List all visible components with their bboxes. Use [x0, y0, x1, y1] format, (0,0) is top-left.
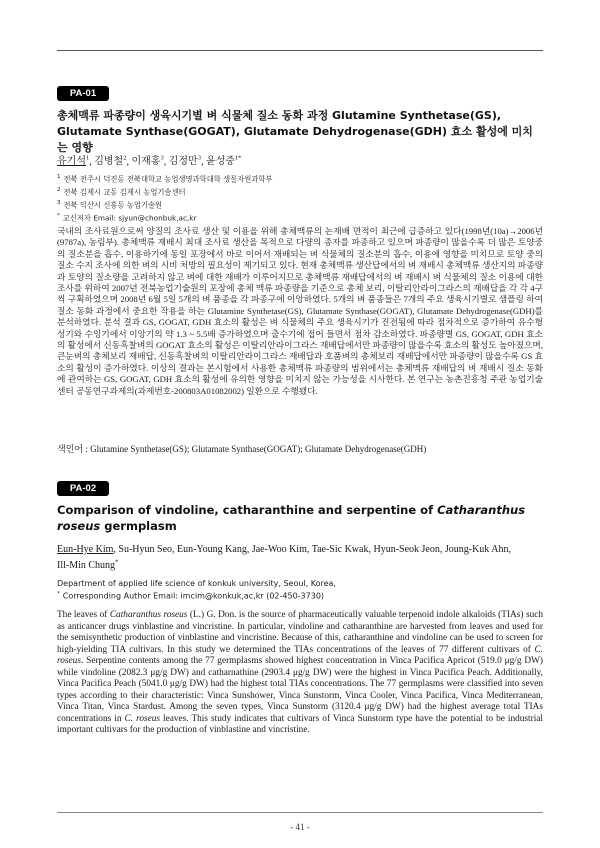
- abstract-badge: PA-02: [57, 481, 109, 496]
- author-name: Jae-Woo Kim: [251, 544, 307, 555]
- author-name: 김정만$^3$: [168, 155, 201, 168]
- author-list: Eun-Hye Kim, Su-Hyun Seo, Eun-Young Kang, Jae-Woo Kim, Tae-Sic Kwak, Hyun-Seok Jeon, Joung-Kuk Ahn, Ill-Min Chung*: [57, 544, 511, 572]
- title-text-end: germplasm: [100, 519, 177, 533]
- author-name: 유기석$^1$: [57, 155, 90, 168]
- affiliation-item: $^2$ 전북 김제시 교동 김제시 농업기술센터: [57, 186, 186, 197]
- affiliation-list: [57, 578, 543, 602]
- abstract-title: 총체맥류 파종량이 생육시기별 벼 식물체 질소 동화 과정 Glutamine Synthetase(GS), Glutamate Synthase(GOGAT), Glutamate Dehydrogenase(GDH) 효소 활성에 미치는 영향: [57, 109, 533, 154]
- author-name: Su-Hyun Seo: [118, 544, 173, 555]
- author-name: 김병철$^2$: [94, 155, 127, 168]
- author-name: Hyun-Seok Jeon: [373, 544, 440, 555]
- abstract-body: The leaves of Catharanthus roseus (L.) G. Don. is the source of pharmaceutically valuable terpenoid indole alkaloids (TIAs) such as anticancer drugs vinblastine and vincristine. In particular, vindoline and catharanthine are harvested from leaves and used for the semisynthetic production of vinblastine and vincristine. Because of this, catharanthine and vindoline can be used to screen for high-yielding TIA cultivars. In this study we determined the TIAs concentrations of the leaves of 77 different cultivars of C. roseus. Serpentine contents among the 77 germplasms showed highest concentration in Vinca Pacifica Apricot (519.0 μg/g DW) while vindoline (2082.3 μg/g DW) and catharnathine (2903.4 μg/g DW) were the highest in Vinca Pacifica Peach. Additionally, Vinca Pacifica Peach (5041.0 μg/g DW) had the highest total TIAs concentrations. The 77 germplasms were classified into seven types according to their characteristic: Vinca Sunshower, Vinca Sunstorm, Vinca Cooler, Vinca Pacifica, Vinca Mediterranean, Vinca Titan, Vinca Stardust. Among the seven types, Vinca Sunstorm (3120.4 μg/g DW) had the highest average total TIAs concentrations in C. roseus leaves. This study indicates that cultivars of Vinca Sunstorm type have the potential to be industrial important cultivars for the production of vinblastine and vincristine.: [57, 610, 544, 735]
- bottom-rule: [57, 812, 543, 813]
- title-species: Catharanthus roseus: [57, 503, 526, 533]
- author-name: Eun-Hye Kim: [57, 544, 114, 555]
- author-name: Joung-Kuk Ahn: [444, 544, 509, 555]
- affiliation-item: $^1$ 전북 전주시 덕진동 전북대학교 농업생명과학대학 생물자원과학부: [57, 174, 273, 184]
- author-name: Tae-Sic Kwak: [311, 544, 369, 555]
- affiliation-item: Department of applied life science of konkuk university, Seoul, Korea,: [57, 579, 336, 588]
- keywords: 색인어 : Glutamine Synthetase(GS); Glutamate Synthase(GOGAT); Glutamate Dehydrogenase(GDH): [57, 444, 427, 454]
- author-name: 윤성중$^{1*}$: [205, 155, 242, 168]
- abstract-badge: PA-01: [57, 86, 109, 101]
- author-name: 이재홍$^3$: [131, 155, 164, 168]
- affiliation-list: [57, 172, 543, 224]
- author-name: Ill-Min Chung*: [57, 559, 119, 572]
- page-number: - 41 -: [290, 822, 310, 832]
- affiliation-item: $^3$ 전북 익산시 신흥동 농업기술원: [57, 199, 163, 210]
- top-rule: [57, 50, 543, 51]
- abstract-body: 국내의 조사료원으로써 양질의 조사료 생산 및 이용을 위해 총체맥류의 논재배 면적이 최근에 급증하고 있다(1998년(10a)→2006년(9787a), 농림부). 총체맥류 재배시 최대 조사료 생산을 목적으로 다량의 종자를 파종하고 있으며 파종량이 많을수록 더 많은 토양중의 질소분을 흡수, 이용하기에 동일 포장에서 바로 이어서 재배되는 벼 식물체의 질소분의 흡수, 이용에 영향을 미치므로 토양 중의 질소 수지 조사에 의한 벼의 시비 처방의 필요성이 제기되고 있다. 현재 총체맥류 생산답에서의 벼 재배시 총체맥류 생산지의 파종량과 토양의 질소량을 고려하지 않고 벼에 대한 재배가 이루어지므로 총체맥류 재배답에서의 벼 재배시 벼 식물체의 질소 이용에 대한 조사를 위하여 2007년 전북농업기술원의 포장에 총체 맥류 파종량을 기준으로 총체 보리, 이탈리안라이그라스의 재배답을 각 각 4구씩 구획하였으며 2008년 6월 5일 5개의 벼 품종을 각 파종구에 이앙하였다. 5개의 벼 품종들은 7개의 주요 생육시기별로 샘플링 하여 질소 동화 과정에서 중요한 작용을 하는 Glutamine Synthetase(GS), Glutamate Synthase(GOGAT), Glutamate Dehydrogenase(GDH)를 분석하였다. 분석 결과 GS, GOGAT, GDH 효소의 활성은 벼 식물체의 주요 생육시기가 진전됨에 따라 점차적으로 증가하여 유수형성기와 수잉기에서 이앙기의 약 1.3 ~ 5.5배 증가하였으며 출수기에 접어 들면서 점차 감소하였다. 파종량별 GS, GOGAT, GDH 효소의 활성에서 신동흑찰벼의 GOGAT 효소의 활성은 이탈리안라이그라스 재배답에서만 파종량이 많을수록 효소의 활성도 높아졌으며, 큰눈벼의 총체보리 재배답, 신동흑찰벼의 이탈리안라이그라스 재배답과 호품벼의 총체보리 재배답에서만 파종량이 많을수록 GS 효소의 활성이 증가하였다. 이상의 결과는 본시험에서 사용한 총체맥류 파종량의 범위에서는 총체맥류 재배답의 벼 재배시 질소 동화에 관여하는 GS, GOGAT, GDH 효소의 활성에 유의한 영향을 미치지 않는 가능성을 시사한다. 본 연구는 농촌진흥청 주관 농업기술센터 공동연구과제의(과제번호-200803A01082002) 일환으로 수행됐다.: [57, 226, 543, 396]
- affiliation-item: * 교신저자 Email: sjyun@chonbuk,ac,kr: [57, 212, 197, 223]
- title-text: Comparison of vindoline, catharanthine and serpentine of: [57, 503, 438, 517]
- author-list: 유기석$^1$, 김병철$^2$, 이재홍$^3$, 김정만$^3$, 윤성중$^{1*}$: [57, 155, 242, 168]
- abstract-title: [57, 502, 543, 534]
- affiliation-item: * Corresponding Author Email: imcim@konkuk,ac,kr (02-450-3730): [57, 591, 325, 601]
- author-name: Eun-Young Kang: [177, 544, 247, 555]
